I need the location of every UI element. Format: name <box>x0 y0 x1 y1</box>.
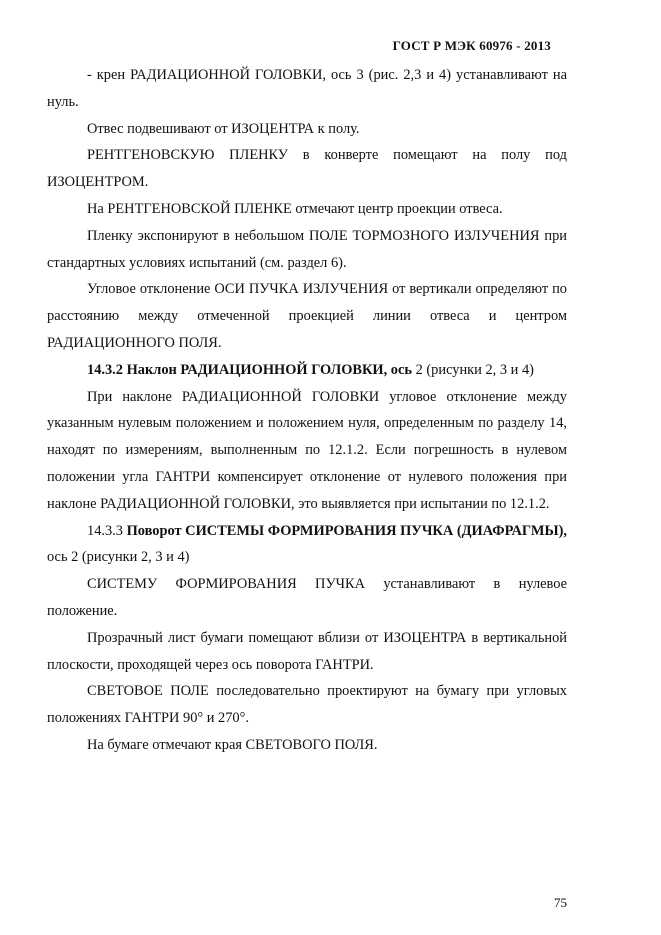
section-14-3-2 <box>47 357 567 384</box>
paragraph-light-field-projection: СВЕТОВОЕ ПОЛЕ последовательно проектируют на бумагу при угловых положениях ГАНТРИ 90° и 270°. <box>47 683 567 727</box>
paragraph-mark-edges: На бумаге отмечают края СВЕТОВОГО ПОЛЯ. <box>87 736 378 753</box>
paragraph-plumb-line: Отвес подвешивают от ИЗОЦЕНТРА к полу. <box>87 120 360 137</box>
page-number: 75 <box>554 895 567 910</box>
document-header: ГОСТ Р МЭК 60976 - 2013 <box>392 38 551 53</box>
section-14-3-3-number: 14.3.3 <box>87 522 127 539</box>
paragraph-paper-sheet: Прозрачный лист бумаги помещают вблизи от ИЗОЦЕНТРА в вертикальной плоскости, проходящей через ось поворота ГАНТРИ. <box>47 629 567 673</box>
paragraph-tilt-deviation: При наклоне РАДИАЦИОННОЙ ГОЛОВКИ угловое отклонение между указанным нулевым положением и положением нуля, определенным по разделу 14, находят по измерениям, выполненным по 12.1.2. Если погрешность в нулевом положении угла ГАНТРИ компенсирует отклонение от нулевого положения при наклоне РАДИАЦИОННОЙ ГОЛОВКИ, это выявляется при испытании по 12.1.2. <box>47 388 567 512</box>
section-14-3-3-rest: ось 2 (рисунки 2, 3 и 4) <box>47 549 190 566</box>
section-14-3-3 <box>47 518 567 572</box>
paragraph-angular-deviation: Угловое отклонение ОСИ ПУЧКА ИЗЛУЧЕНИЯ от вертикали определяют по расстоянию между отмеченной проекцией линии отвеса и центром РАДИАЦИОННОГО ПОЛЯ. <box>47 281 567 351</box>
section-14-3-2-rest: 2 (рисунки 2, 3 и 4) <box>412 361 534 378</box>
paragraph-film-exposure: Пленку экспонируют в небольшом ПОЛЕ ТОРМОЗНОГО ИЗЛУЧЕНИЯ при стандартных условиях испытаний (см. раздел 6). <box>47 227 567 271</box>
paragraph-collimator-zero: СИСТЕМУ ФОРМИРОВАНИЯ ПУЧКА устанавливают в нулевое положение. <box>47 576 567 619</box>
paragraph-film-placement: РЕНТГЕНОВСКУЮ ПЛЕНКУ в конверте помещают на полу под ИЗОЦЕНТРОМ. <box>47 147 567 191</box>
document-body <box>47 62 567 759</box>
paragraph-roll-axis: - крен РАДИАЦИОННОЙ ГОЛОВКИ, ось 3 (рис. 2,3 и 4) устанавливают на нуль. <box>47 67 567 110</box>
section-14-3-3-title: Поворот СИСТЕМЫ ФОРМИРОВАНИЯ ПУЧКА (ДИАФРАГМЫ), <box>126 522 567 539</box>
paragraph-mark-center: На РЕНТГЕНОВСКОЙ ПЛЕНКЕ отмечают центр проекции отвеса. <box>87 200 503 217</box>
section-14-3-2-title: 14.3.2 Наклон РАДИАЦИОННОЙ ГОЛОВКИ, ось <box>87 361 412 378</box>
